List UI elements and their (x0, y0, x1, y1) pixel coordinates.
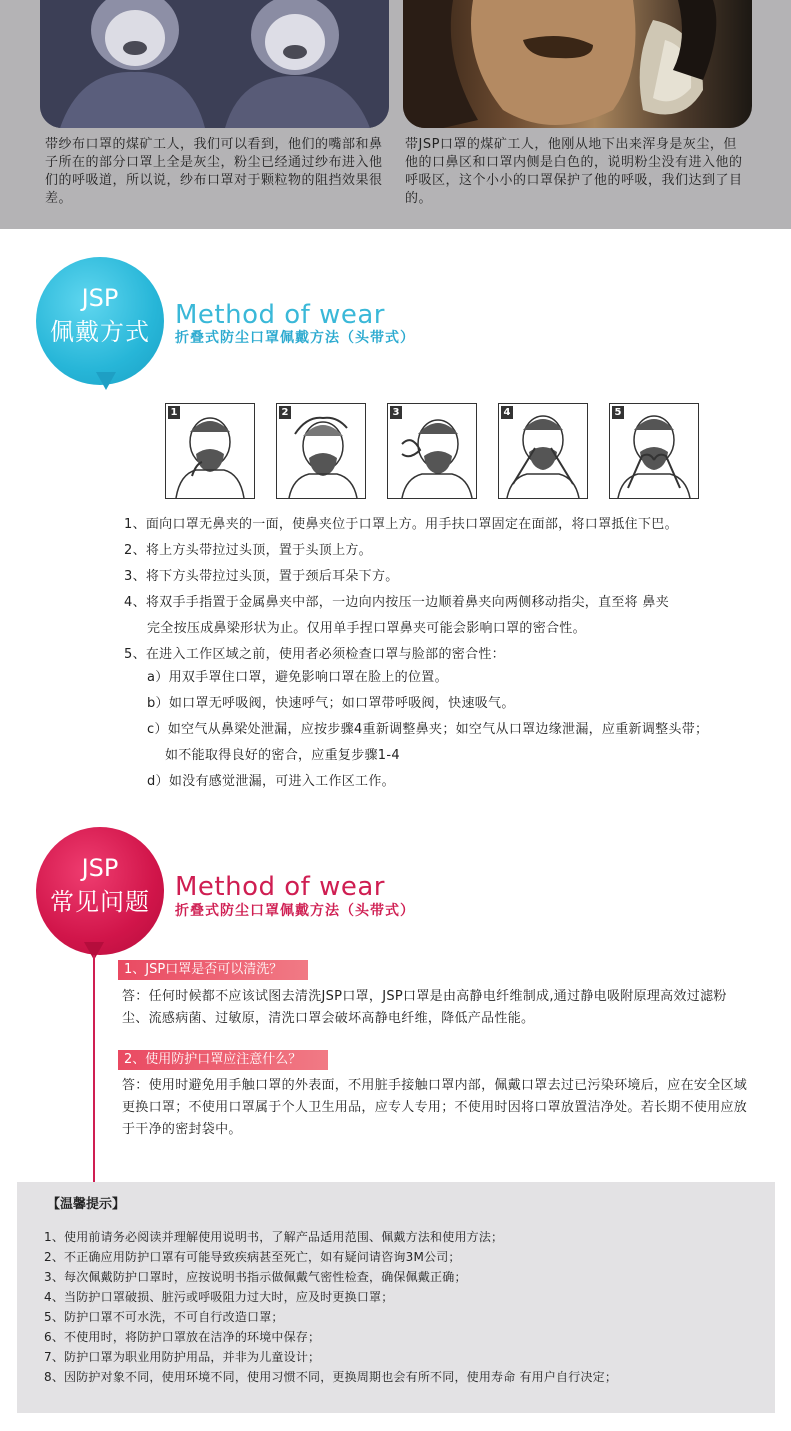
instruction-5c: c）如空气从鼻梁处泄漏，应按步骤4重新调整鼻夹；如空气从口罩边缘泄漏，应重新调整头带； (147, 722, 709, 737)
instruction-4: 4、将双手手指置于金属鼻夹中部，一边向内按压一边顺着鼻夹向两侧移动指尖，直至将 鼻夹 (124, 595, 670, 610)
step-5-illustration (609, 403, 699, 499)
section-title: Method of wear (175, 872, 385, 902)
instruction-4-continued: 完全按压成鼻梁形状为止。仅用单手捏口罩鼻夹可能会影响口罩的密合性。 (147, 621, 586, 636)
step-number: 4 (501, 406, 513, 419)
tip-item: 2、不正确应用防护口罩有可能导致疾病甚至死亡，如有疑问请咨询3M公司； (44, 1250, 461, 1264)
tip-item: 3、每次佩戴防护口罩时，应按说明书指示做佩戴气密性检查，确保佩戴正确； (44, 1270, 467, 1284)
step-3-illustration (387, 403, 477, 499)
badge-brand: JSP (81, 284, 119, 312)
comparison-section (0, 0, 791, 229)
section-title: Method of wear (175, 300, 385, 330)
tip-item: 6、不使用时，将防护口罩放在洁净的环境中保存； (44, 1330, 321, 1344)
instruction-1: 1、面向口罩无鼻夹的一面，使鼻夹位于口罩上方。用手扶口罩固定在面部，将口罩抵住下巴。 (124, 517, 678, 532)
miners-gauze-mask-photo (40, 0, 389, 128)
section-subtitle: 折叠式防尘口罩佩戴方法（头带式） (175, 330, 415, 346)
step-4-illustration (498, 403, 588, 499)
wearing-steps-illustrations (165, 403, 705, 499)
tips-title: 【温馨提示】 (47, 1197, 126, 1212)
step-number: 3 (390, 406, 402, 419)
step-number: 1 (168, 406, 180, 419)
jsp-mask-caption: 带JSP口罩的煤矿工人，他刚从地下出来浑身是灰尘，但他的口鼻区和口罩内侧是白色的，说明粉尘没有进入他的呼吸区，这个小小的口罩保护了他的呼吸，我们达到了目的。 (405, 137, 743, 206)
step-1-illustration (165, 403, 255, 499)
faq-answer-1: 答：任何时候都不应该试图去清洗JSP口罩，JSP口罩是由高静电纤维制成,通过静电吸附原理高效过滤粉尘、流感病菌、过敏原，清洗口罩会破坏高静电纤维，降低产品性能。 (122, 989, 727, 1026)
tip-item: 4、当防护口罩破损、脏污或呼吸阻力过大时，应及时更换口罩； (44, 1290, 394, 1304)
tips-panel (17, 1182, 775, 1413)
tip-item: 8、因防护对象不同，使用环境不同，使用习惯不同，更换周期也会有所不同，使用寿命 有用户自行决定； (44, 1370, 618, 1384)
badge-label: 佩戴方式 (50, 318, 150, 346)
faq-answer-2: 答：使用时避免用手触口罩的外表面，不用脏手接触口罩内部，佩戴口罩去过已污染环境后，应在安全区域更换口罩；不使用口罩属于个人卫生用品，应专人专用；不使用时因将口罩放置洁净处。若长期不使用应放于干净的密封袋中。 (122, 1078, 748, 1137)
faq-question-2: 2、使用防护口罩应注意什么？ (118, 1050, 328, 1070)
tip-item: 1、使用前请务必阅读并理解使用说明书，了解产品适用范围、佩戴方法和使用方法； (44, 1230, 504, 1244)
badge-label: 常见问题 (50, 888, 150, 916)
wear-method-badge (36, 257, 164, 385)
section-subtitle: 折叠式防尘口罩佩戴方法（头带式） (175, 903, 415, 919)
instruction-5: 5、在进入工作区域之前，使用者必须检查口罩与脸部的密合性： (124, 647, 505, 662)
instruction-5a: a）用双手罩住口罩，避免影响口罩在脸上的位置。 (147, 670, 448, 685)
faq-badge (36, 827, 164, 955)
step-2-illustration (276, 403, 366, 499)
badge-pointer (96, 372, 116, 390)
instruction-2: 2、将上方头带拉过头顶，置于头顶上方。 (124, 543, 372, 558)
instruction-5d: d）如没有感觉泄漏，可进入工作区工作。 (147, 774, 395, 789)
instruction-5b: b）如口罩无呼吸阀，快速呼气；如口罩带呼吸阀，快速吸气。 (147, 696, 515, 711)
instruction-5c-continued: 如不能取得良好的密合，应重复步骤1-4 (165, 748, 400, 763)
faq-divider-line (93, 955, 95, 1183)
gauze-mask-caption: 带纱布口罩的煤矿工人，我们可以看到，他们的嘴部和鼻子所在的部分口罩上全是灰尘，粉尘已经通过纱布进入他们的呼吸道，所以说，纱布口罩对于颗粒物的阻挡效果很差。 (45, 137, 383, 206)
step-number: 2 (279, 406, 291, 419)
step-number: 5 (612, 406, 624, 419)
instruction-3: 3、将下方头带拉过头顶，置于颈后耳朵下方。 (124, 569, 399, 584)
badge-brand: JSP (81, 854, 119, 882)
tip-item: 5、防护口罩不可水洗，不可自行改造口罩； (44, 1310, 284, 1324)
faq-question-1: 1、JSP口罩是否可以清洗？ (118, 960, 308, 980)
tip-item: 7、防护口罩为职业用防护用品，并非为儿童设计； (44, 1350, 321, 1364)
miner-jsp-mask-photo (403, 0, 752, 128)
